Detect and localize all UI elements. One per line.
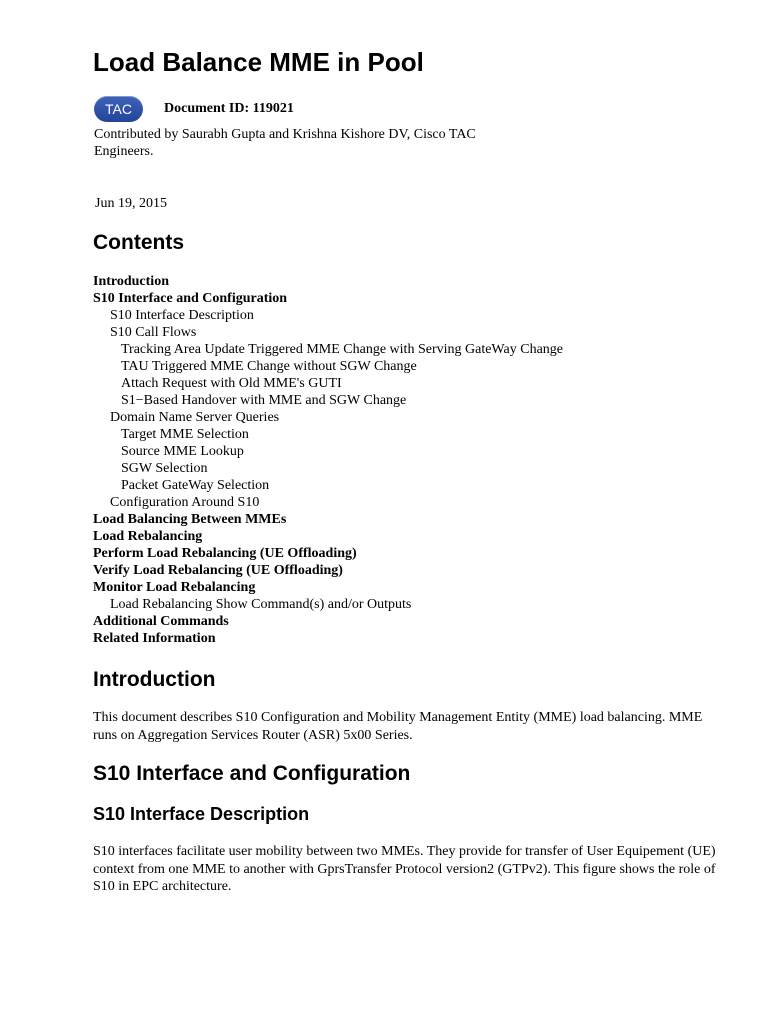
toc-link[interactable]: Packet GateWay Selection bbox=[121, 478, 270, 493]
toc-link[interactable]: SGW Selection bbox=[121, 461, 208, 476]
toc-link[interactable]: Verify Load Rebalancing (UE Offloading) bbox=[93, 563, 343, 578]
toc-link[interactable]: Monitor Load Rebalancing bbox=[93, 580, 256, 595]
toc-link[interactable]: Perform Load Rebalancing (UE Offloading) bbox=[93, 546, 357, 561]
toc-link[interactable]: Tracking Area Update Triggered MME Change with Serving GateWay Change bbox=[121, 342, 563, 357]
toc-link[interactable]: Attach Request with Old MME's GUTI bbox=[121, 376, 342, 391]
toc-link[interactable]: Introduction bbox=[93, 274, 169, 289]
toc-link[interactable]: Domain Name Server Queries bbox=[110, 410, 280, 425]
toc-link[interactable]: Load Rebalancing Show Command(s) and/or Outputs bbox=[110, 597, 412, 612]
document-date: Jun 19, 2015 bbox=[95, 196, 167, 211]
introduction-heading: Introduction bbox=[93, 668, 216, 691]
toc-link[interactable]: TAU Triggered MME Change without SGW Change bbox=[121, 359, 417, 374]
toc-link[interactable]: Load Rebalancing bbox=[93, 529, 203, 544]
contributors-text: Contributed by Saurabh Gupta and Krishna Kishore DV, Cisco TAC Engineers. bbox=[94, 127, 476, 159]
table-of-contents bbox=[93, 273, 563, 647]
toc-link[interactable]: S10 Interface and Configuration bbox=[93, 291, 288, 306]
document-id: Document ID: 119021 bbox=[164, 101, 294, 116]
s10-description-text: S10 interfaces facilitate user mobility between two MMEs. They provide for transfer of User Equipement (UE) context from one MME to another with GprsTransfer Protocol version2 (GTPv2). This figure shows the role of S10 in EPC architecture. bbox=[93, 844, 716, 894]
contents-heading: Contents bbox=[93, 231, 184, 254]
s10-section-heading: S10 Interface and Configuration bbox=[93, 762, 411, 785]
s10-description-heading: S10 Interface Description bbox=[93, 804, 310, 824]
toc-link[interactable]: Target MME Selection bbox=[121, 427, 249, 442]
toc-link[interactable]: Additional Commands bbox=[93, 614, 229, 629]
toc-link[interactable]: S1−Based Handover with MME and SGW Change bbox=[121, 393, 407, 408]
introduction-text: This document describes S10 Configuration and Mobility Management Entity (MME) load balancing. MME runs on Aggregation Services Router (ASR) 5x00 Series. bbox=[93, 710, 703, 743]
toc-link[interactable]: Related Information bbox=[93, 631, 216, 646]
document-title: Load Balance MME in Pool bbox=[93, 47, 424, 77]
toc-link[interactable]: Source MME Lookup bbox=[121, 444, 244, 459]
toc-link[interactable]: Configuration Around S10 bbox=[110, 495, 260, 510]
document-meta-row bbox=[94, 96, 294, 122]
toc-link[interactable]: Load Balancing Between MMEs bbox=[93, 512, 287, 527]
tac-badge: TAC bbox=[94, 96, 143, 122]
toc-link[interactable]: S10 Interface Description bbox=[110, 308, 254, 323]
toc-link[interactable]: S10 Call Flows bbox=[110, 325, 197, 340]
